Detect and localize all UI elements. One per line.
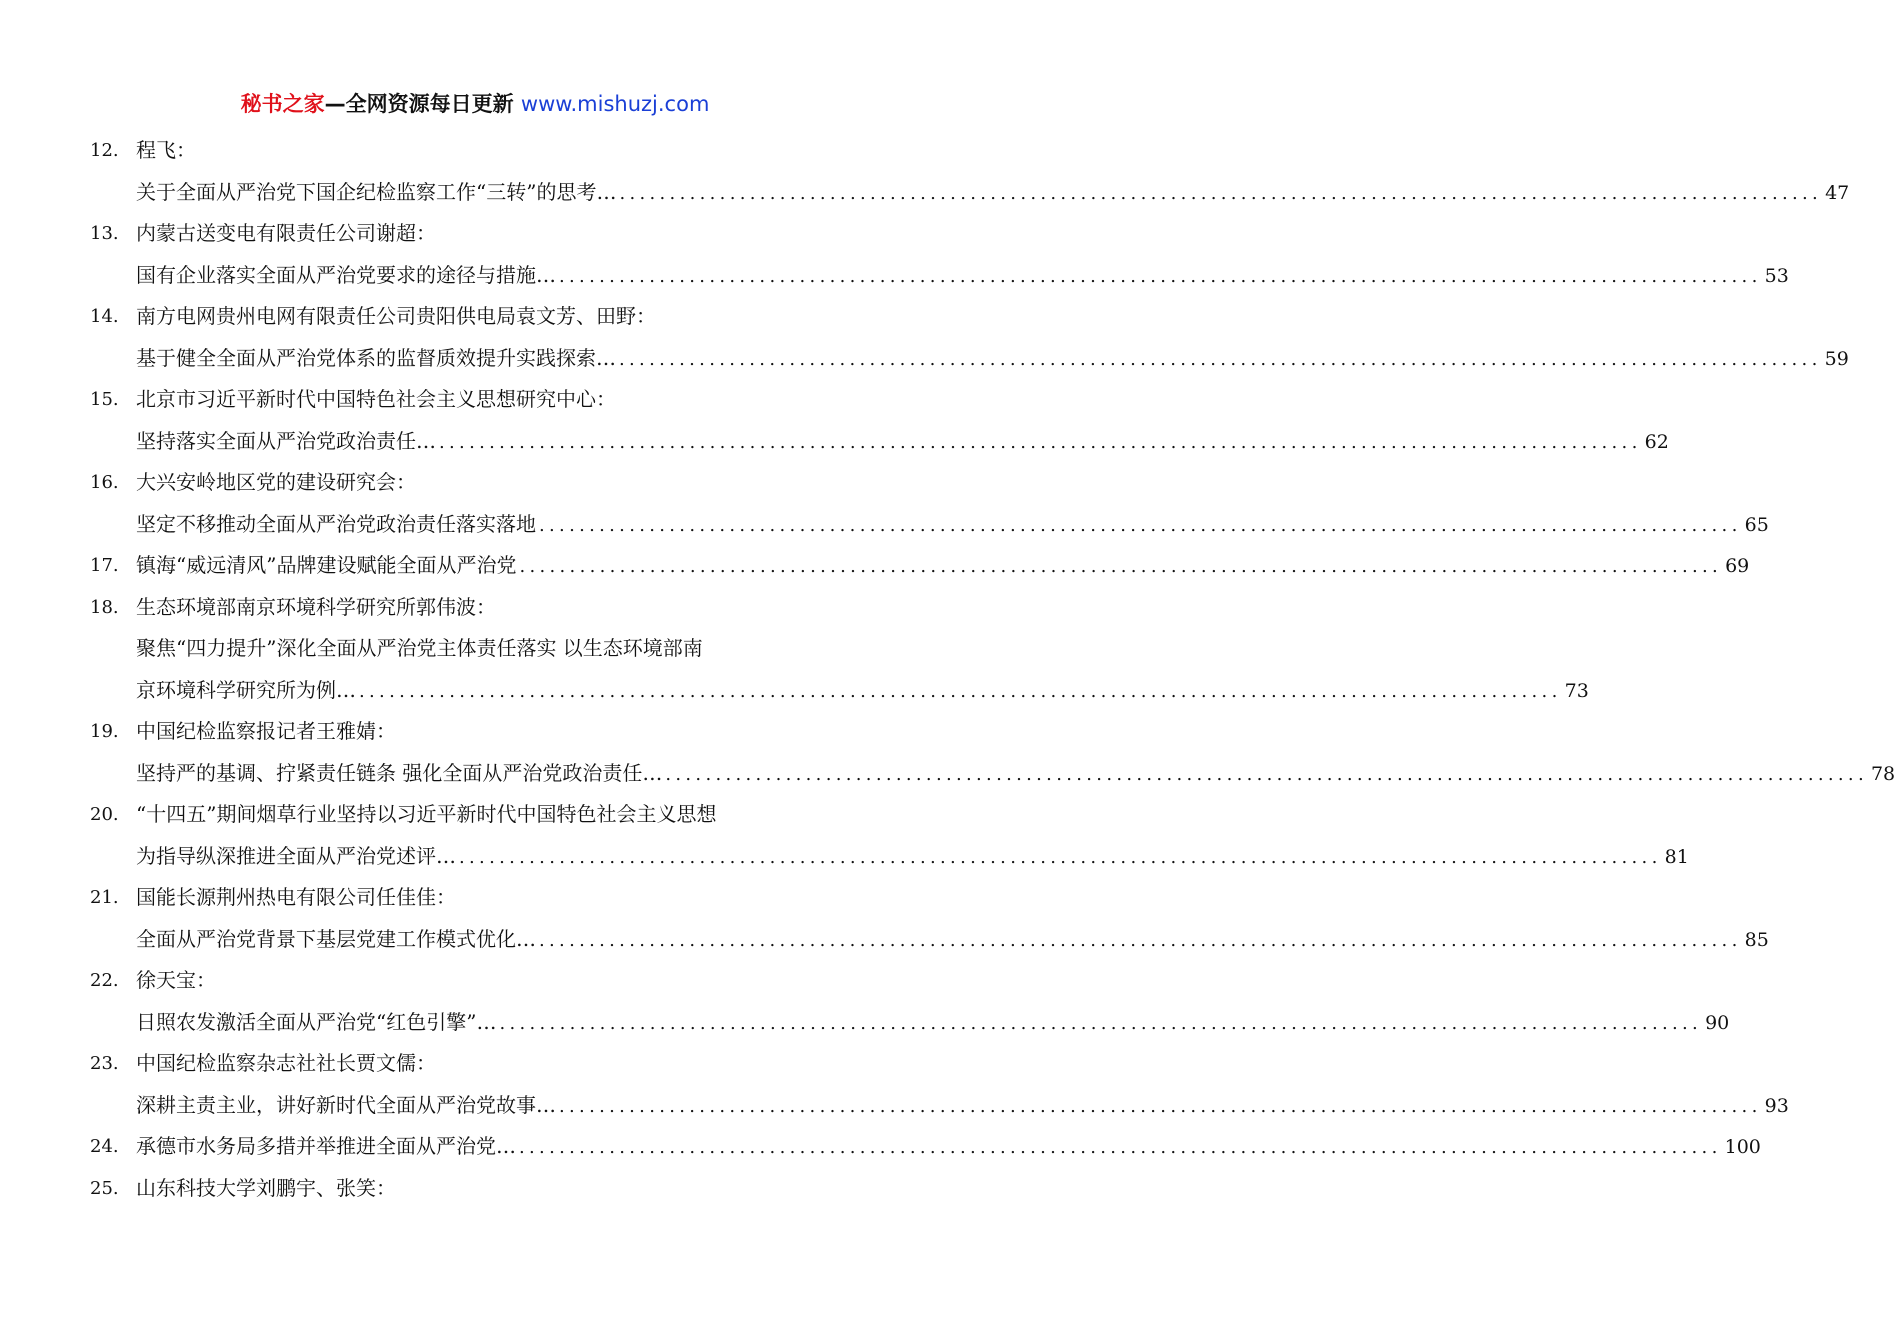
item-author: 生态环境部南京环境科学研究所郭伟波： <box>136 594 496 619</box>
toc-item-19-title-line[interactable] <box>0 753 1895 795</box>
item-number: 24. <box>90 1136 119 1157</box>
item-number: 13. <box>90 223 119 244</box>
toc-item-19-author-line <box>0 711 950 753</box>
page-number: 90 <box>1705 1011 1730 1034</box>
leader-dots: ........................................................................................................................ <box>359 680 1562 702</box>
page-number: 100 <box>1724 1136 1761 1158</box>
item-title: 承德市水务局多措并举推进全面从严治党… <box>136 1134 516 1158</box>
leader-dots: ........................................................................................................................ <box>619 348 1822 370</box>
item-number: 23. <box>90 1053 119 1074</box>
item-number: 14. <box>90 306 119 327</box>
banner-tagline: —全网资源每日更新 <box>324 92 514 116</box>
page-number: 78 <box>1870 762 1895 785</box>
toc-item-14-title-line[interactable] <box>0 338 1849 380</box>
page-number: 93 <box>1764 1094 1789 1117</box>
item-author: 国能长源荆州热电有限公司任佳佳： <box>136 885 456 909</box>
item-number: 15. <box>90 389 119 410</box>
page-number: 62 <box>1644 430 1669 453</box>
brand-name: 秘书之家 <box>240 92 325 116</box>
page-number: 73 <box>1564 679 1589 702</box>
item-title: 坚定不移推动全面从严治党政治责任落实落地 <box>136 511 536 536</box>
toc-item-15-author-line <box>0 379 950 421</box>
toc-item-16-title-line[interactable] <box>0 504 1769 546</box>
item-title-part-1: “十四五”期间烟草行业坚持以习近平新时代中国特色社会主义思想 <box>136 802 717 826</box>
item-title: 关于全面从严治党下国企纪检监察工作“三转”的思考… <box>136 179 617 204</box>
toc-item-21-title-line[interactable] <box>0 919 1769 961</box>
item-author: 徐天宝： <box>136 968 216 992</box>
item-title: 京环境科学研究所为例… <box>136 677 356 702</box>
page-number: 85 <box>1744 928 1769 951</box>
item-author: 北京市习近平新时代中国特色社会主义思想研究中心： <box>136 387 616 411</box>
table-of-contents <box>0 130 1895 1209</box>
header-banner <box>0 88 950 118</box>
toc-item-12-title-line[interactable] <box>0 172 1850 214</box>
item-title: 全面从严治党背景下基层党建工作模式优化… <box>136 926 536 951</box>
leader-dots: ........................................................................................................................ <box>459 846 1662 868</box>
item-number: 22. <box>90 970 119 991</box>
page-number: 53 <box>1764 264 1789 287</box>
item-title: 为指导纵深推进全面从严治党述评… <box>136 843 456 868</box>
page-number: 81 <box>1664 845 1689 868</box>
toc-item-15-title-line[interactable] <box>0 421 1669 463</box>
leader-dots: ........................................................................................................................ <box>439 431 1642 453</box>
item-title-part-1: 聚焦“四力提升”深化全面从严治党主体责任落实 以生态环境部南 <box>136 636 703 660</box>
toc-item-24-title-line[interactable] <box>0 1126 1761 1168</box>
item-author: 中国纪检监察报记者王雅婧： <box>136 719 396 743</box>
toc-item-12-author-line <box>0 130 950 172</box>
leader-dots: ........................................................................................................................ <box>499 1012 1703 1034</box>
item-number: 20. <box>90 804 119 825</box>
item-author: 山东科技大学刘鹏宇、张笑： <box>136 1175 396 1200</box>
toc-item-18-title-line-2[interactable] <box>0 670 1589 712</box>
leader-dots: ........................................................................................................................ <box>619 182 1823 204</box>
toc-item-13-author-line <box>0 213 950 255</box>
toc-item-23-title-line[interactable] <box>0 1085 1789 1127</box>
item-number: 12. <box>90 140 119 161</box>
page-number: 65 <box>1744 513 1769 536</box>
item-number: 25. <box>90 1177 119 1199</box>
site-url[interactable]: www.mishuzj.com <box>520 92 710 116</box>
item-author: 内蒙古送变电有限责任公司谢超： <box>136 221 436 245</box>
item-title: 基于健全全面从严治党体系的监督质效提升实践探索… <box>136 345 616 370</box>
item-title: 国有企业落实全面从严治党要求的途径与措施… <box>136 262 556 287</box>
item-number: 17. <box>90 555 119 576</box>
toc-item-25-author-line <box>0 1168 950 1210</box>
item-author: 中国纪检监察杂志社社长贾文儒： <box>136 1051 436 1075</box>
item-number: 19. <box>90 721 119 742</box>
item-title: 坚持严的基调、拧紧责任链条 强化全面从严治党政治责任… <box>136 760 663 785</box>
item-number: 16. <box>90 472 119 493</box>
toc-item-23-author-line <box>0 1043 950 1085</box>
item-number: 18. <box>90 596 119 618</box>
toc-item-16-author-line <box>0 462 950 504</box>
leader-dots: ........................................................................................................................ <box>559 265 1762 287</box>
toc-item-21-author-line <box>0 877 950 919</box>
leader-dots: ........................................................................................................................ <box>665 763 1868 785</box>
item-title: 日照农发激活全面从严治党“红色引擎”… <box>136 1009 497 1034</box>
item-title: 坚持落实全面从严治党政治责任… <box>136 428 436 453</box>
leader-dots: ........................................................................................................................ <box>539 514 1742 536</box>
toc-item-18-author-line <box>0 587 950 629</box>
toc-item-22-author-line <box>0 960 950 1002</box>
toc-item-20-title-line-2[interactable] <box>0 836 1689 878</box>
page-number: 69 <box>1725 555 1750 577</box>
item-author: 南方电网贵州电网有限责任公司贵阳供电局袁文芳、田野： <box>136 304 656 328</box>
item-author: 程飞： <box>136 138 196 162</box>
toc-item-14-author-line <box>0 296 950 338</box>
toc-item-17-title-line[interactable] <box>0 545 1750 587</box>
page-number: 59 <box>1824 347 1849 370</box>
item-author: 大兴安岭地区党的建设研究会： <box>136 470 416 494</box>
leader-dots: ........................................................................................................................ <box>539 929 1742 951</box>
page-number: 47 <box>1825 181 1850 204</box>
toc-item-20-title-line-1[interactable] <box>0 794 950 836</box>
toc-item-22-title-line[interactable] <box>0 1002 1730 1044</box>
item-title: 镇海“威远清风”品牌建设赋能全面从严治党 <box>136 553 517 577</box>
item-title: 深耕主责主业，讲好新时代全面从严治党故事… <box>136 1092 556 1117</box>
leader-dots: ........................................................................................................................ <box>519 1137 1722 1158</box>
item-number: 21. <box>90 887 119 908</box>
toc-item-18-title-line-1[interactable] <box>0 628 950 670</box>
leader-dots: ........................................................................................................................ <box>519 556 1723 577</box>
leader-dots: ........................................................................................................................ <box>559 1095 1762 1117</box>
toc-item-13-title-line[interactable] <box>0 255 1789 297</box>
